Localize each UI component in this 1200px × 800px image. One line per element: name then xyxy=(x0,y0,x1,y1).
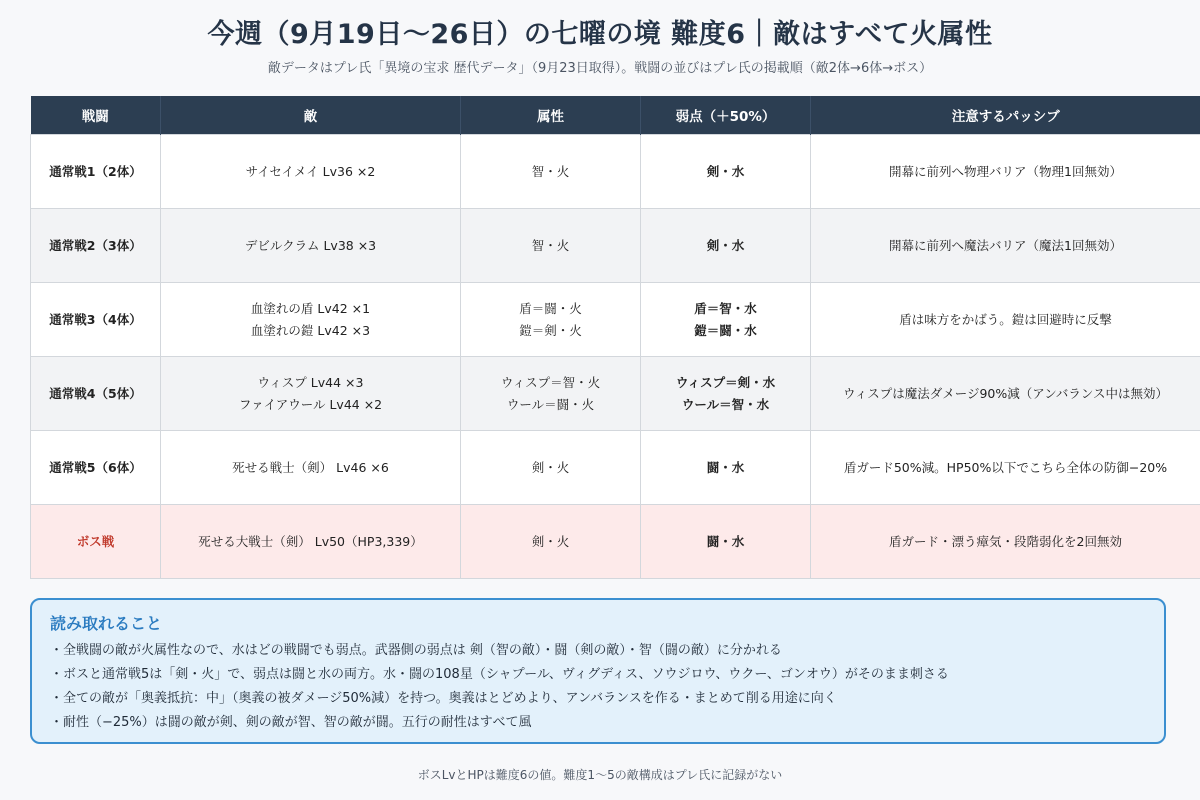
weakness-text: ウール＝智・水 xyxy=(681,396,770,412)
col-header-attribute: 属性 xyxy=(461,96,641,135)
attribute-cell xyxy=(461,431,641,505)
passive-cell: 盾ガード50%減。HP50%以下でこちら全体の防御−20% xyxy=(811,431,1200,505)
weakness-cell xyxy=(641,431,811,505)
notes-heading: 読み取れること xyxy=(50,614,163,633)
attribute-text: 剣・火 xyxy=(531,459,570,475)
enemy-name: サイセイメイ Lv36 ×2 xyxy=(245,163,376,179)
enemy-name: デビルクラム Lv38 ×3 xyxy=(244,237,377,253)
enemy-name: 血塗れの鎧 Lv42 ×3 xyxy=(250,322,371,338)
weakness-text: 鎧＝闘・水 xyxy=(694,322,757,338)
table-row xyxy=(31,283,1200,357)
enemy-name: ファイアウール Lv44 ×2 xyxy=(238,396,383,412)
attribute-text: 智・火 xyxy=(531,237,570,253)
table-row xyxy=(31,209,1200,283)
weakness-text: 闘・水 xyxy=(706,533,745,549)
attribute-text: ウィスプ＝智・火 xyxy=(500,374,601,390)
battle-cell: 通常戦2（3体） xyxy=(31,209,161,283)
battle-cell: 通常戦4（5体） xyxy=(31,357,161,431)
attribute-text: 鎧＝剣・火 xyxy=(519,322,582,338)
attribute-text: ウール＝闘・火 xyxy=(506,396,595,412)
battle-cell: 通常戦5（6体） xyxy=(31,431,161,505)
passive-cell: 盾ガード・漂う瘴気・段階弱化を2回無効 xyxy=(811,505,1200,579)
notes-item: ・ボスと通常戦5は「剣・火」で、弱点は闘と水の両方。水・闘の108星（シャプール、ヴィグディス、ソウジロウ、ウクー、ゴンオウ）がそのまま刺さる xyxy=(50,667,949,682)
notes-item: ・全ての敵が「奥義抵抗：中」（奥義の被ダメージ50%減）を持つ。奥義はとどめより、アンバランスを作る・まとめて削る用途に向く xyxy=(50,691,837,706)
weakness-cell xyxy=(641,283,811,357)
notes-item: ・耐性（−25%）は闘の敵が剣、剣の敵が智、智の敵が闘。五行の耐性はすべて風 xyxy=(50,715,532,730)
table-row xyxy=(31,431,1200,505)
boss-row xyxy=(31,505,1200,579)
battle-cell: 通常戦1（2体） xyxy=(31,135,161,209)
weakness-text: 剣・水 xyxy=(706,163,745,179)
attribute-text: 剣・火 xyxy=(531,533,570,549)
enemy-name: ウィスプ Lv44 ×3 xyxy=(257,374,364,390)
attribute-text: 盾＝闘・火 xyxy=(519,300,582,316)
weakness-text: ウィスプ＝剣・水 xyxy=(675,374,776,390)
passive-cell: 開幕に前列へ魔法バリア（魔法1回無効） xyxy=(811,209,1200,283)
enemy-cell xyxy=(161,135,461,209)
enemy-cell xyxy=(161,505,461,579)
notes-item: ・全戦闘の敵が火属性なので、水はどの戦闘でも弱点。武器側の弱点は 剣（智の敵）・闘（剣の敵）・智（闘の敵）に分かれる xyxy=(50,643,782,658)
attribute-text: 智・火 xyxy=(531,163,570,179)
weakness-cell xyxy=(641,505,811,579)
enemy-cell xyxy=(161,209,461,283)
col-header-battle: 戦闘 xyxy=(31,96,161,135)
battle-cell: ボス戦 xyxy=(31,505,161,579)
attribute-cell xyxy=(461,209,641,283)
table-row xyxy=(31,135,1200,209)
weakness-text: 剣・水 xyxy=(706,237,745,253)
weakness-cell xyxy=(641,357,811,431)
passive-cell: 盾は味方をかばう。鎧は回避時に反撃 xyxy=(811,283,1200,357)
enemy-name: 死せる戦士（剣） Lv46 ×6 xyxy=(232,459,389,475)
col-header-weakness: 弱点（＋50%） xyxy=(641,96,811,135)
enemy-cell xyxy=(161,431,461,505)
col-header-passive: 注意するパッシブ xyxy=(811,96,1200,135)
enemy-cell xyxy=(161,283,461,357)
page-title: 今週（9月19日〜26日）の七曜の境 難度6｜敵はすべて火属性 xyxy=(207,19,993,50)
page-subtitle: 敵データはプレ氏「異境の宝求 歴代データ」（9月23日取得）。戦闘の並びはプレ氏の掲載順（敵2体→6体→ボス） xyxy=(267,61,933,76)
passive-cell: ウィスプは魔法ダメージ90%減（アンバランス中は無効） xyxy=(811,357,1200,431)
enemy-table xyxy=(30,96,1200,579)
passive-cell: 開幕に前列へ物理バリア（物理1回無効） xyxy=(811,135,1200,209)
weakness-text: 闘・水 xyxy=(706,459,745,475)
table-row xyxy=(31,357,1200,431)
col-header-enemy: 敵 xyxy=(161,96,461,135)
enemy-name: 血塗れの盾 Lv42 ×1 xyxy=(250,300,371,316)
attribute-cell xyxy=(461,505,641,579)
battle-cell: 通常戦3（4体） xyxy=(31,283,161,357)
table-header-row xyxy=(31,96,1200,135)
weakness-cell xyxy=(641,209,811,283)
attribute-cell xyxy=(461,357,641,431)
notes-box xyxy=(30,598,1166,744)
weakness-cell xyxy=(641,135,811,209)
attribute-cell xyxy=(461,283,641,357)
attribute-cell xyxy=(461,135,641,209)
enemy-cell xyxy=(161,357,461,431)
weakness-text: 盾＝智・水 xyxy=(694,300,757,316)
enemy-name: 死せる大戦士（剣） Lv50（HP3,339） xyxy=(198,533,423,549)
footer-note: ボスLvとHPは難度6の値。難度1〜5の敵構成はプレ氏に記録がない xyxy=(417,768,783,782)
